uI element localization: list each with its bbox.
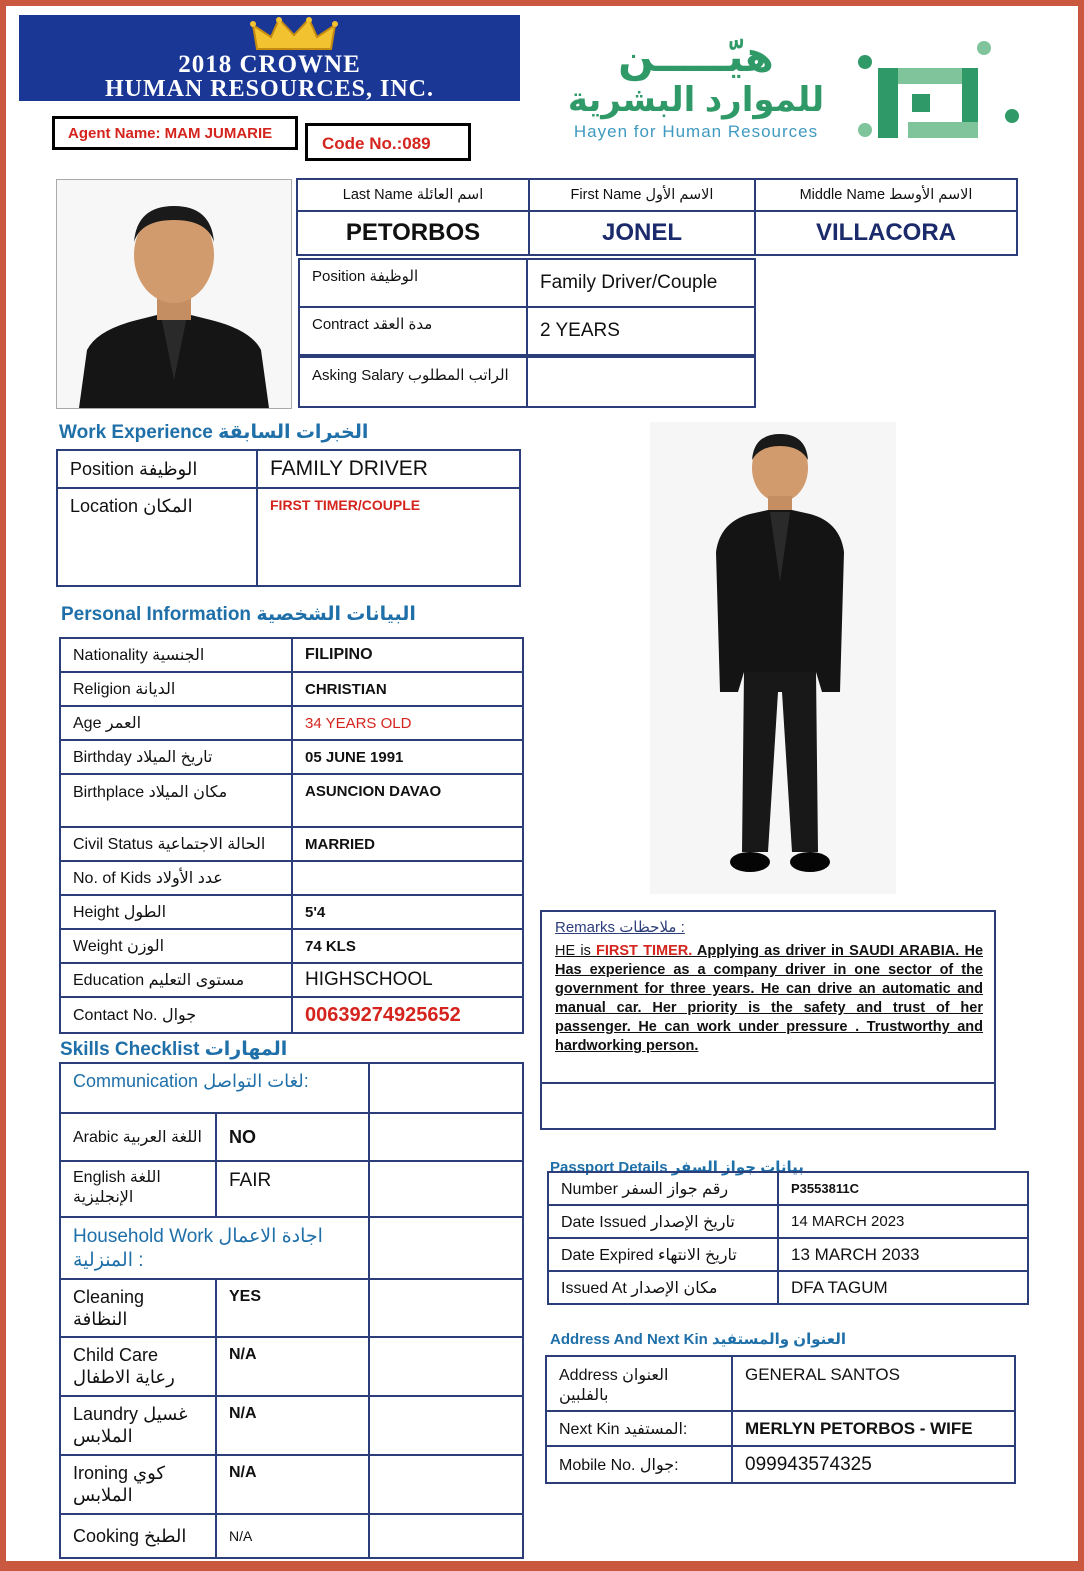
middle-name-label: Middle Name الاسم الأوسط xyxy=(755,179,1017,211)
age-value: 34 YEARS OLD xyxy=(292,706,523,740)
passport-title: Passport Details بيانات جواز السفر xyxy=(550,1159,804,1176)
birthplace-value: ASUNCION DAVAO xyxy=(292,774,523,827)
english-value: FAIR xyxy=(216,1161,369,1217)
salary-label: Asking Salary الراتب المطلوب xyxy=(299,357,527,407)
date-issued-value: 14 MARCH 2023 xyxy=(778,1205,1028,1238)
mobile-value: 099943574325 xyxy=(732,1446,1015,1483)
position-value: Family Driver/Couple xyxy=(527,259,755,307)
skills-title: Skills Checklist المهارات xyxy=(60,1039,288,1060)
education-value: HIGHSCHOOL xyxy=(292,963,523,997)
address-value: GENERAL SANTOS xyxy=(732,1356,1015,1411)
remarks-prefix: HE is xyxy=(555,943,597,959)
remarks-body: Applying as driver in SAUDI ARABIA. He Has experience as a company driver in one sector of the government for three years. He can drive an automatic and manual car. Her priority is the safety and trust of her passenger. He can work under pressure . Trustworthy and hardworking person. xyxy=(555,943,984,1054)
next-kin-label: Next Kin المستفيد: xyxy=(546,1411,732,1446)
table-row xyxy=(548,1271,1028,1304)
address-table xyxy=(545,1355,1016,1484)
passport-number-label: Number رقم جواز السفر xyxy=(548,1172,778,1205)
contract-value: 2 YEARS xyxy=(527,307,755,355)
household-label-line1: Household Work اجادة الاعمال xyxy=(73,1226,323,1247)
work-experience-table xyxy=(56,449,521,587)
hayen-logo-icon xyxy=(852,40,1020,140)
job-table xyxy=(298,258,756,356)
date-expired-label: Date Expired تاريخ الانتهاء xyxy=(548,1238,778,1271)
childcare-label-line2: رعاية الاطفال xyxy=(73,1367,175,1387)
religion-value: CHRISTIAN xyxy=(292,672,523,706)
table-row xyxy=(548,1238,1028,1271)
laundry-label-line2: الملابس xyxy=(73,1426,133,1446)
work-experience-title: Work Experience الخبرات السابقة xyxy=(59,422,369,443)
code-number: Code No.:089 xyxy=(305,123,471,161)
childcare-value: N/A xyxy=(216,1337,369,1396)
ironing-label-line1: Ironing كوي xyxy=(73,1463,166,1483)
skills-table xyxy=(59,1062,524,1559)
date-expired-value: 13 MARCH 2033 xyxy=(778,1238,1028,1271)
last-name-value: PETORBOS xyxy=(297,211,529,255)
hayen-arabic-line1: هيّـــــن xyxy=(618,33,774,80)
remarks-title: Remarks ملاحظات : xyxy=(555,919,685,936)
middle-name-value: VILLACORA xyxy=(755,211,1017,255)
contact-label: Contact No. جوال xyxy=(60,997,292,1033)
height-label: Height الطول xyxy=(60,895,292,929)
table-row xyxy=(60,963,523,997)
birthplace-label: Birthplace مكان الميلاد xyxy=(60,774,292,827)
table-row xyxy=(60,997,523,1033)
height-value: 5'4 xyxy=(292,895,523,929)
remarks-divider xyxy=(542,1082,994,1084)
english-label-line1: English اللغة xyxy=(73,1169,161,1186)
agent-name: Agent Name: MAM JUMARIE xyxy=(52,116,298,150)
crowne-logo xyxy=(19,15,520,101)
name-table xyxy=(296,178,1018,256)
english-label-line2: الإنجليزية xyxy=(73,1189,134,1206)
arabic-label: Arabic اللغة العربية xyxy=(60,1113,216,1161)
table-row xyxy=(60,774,523,827)
table-row xyxy=(60,929,523,963)
table-row xyxy=(60,740,523,774)
personal-info-table xyxy=(59,637,524,1034)
laundry-value: N/A xyxy=(216,1396,369,1455)
birthday-value: 05 JUNE 1991 xyxy=(292,740,523,774)
first-name-value: JONEL xyxy=(529,211,755,255)
cleaning-label-line2: النظافة xyxy=(73,1309,128,1329)
date-issued-label: Date Issued تاريخ الإصدار xyxy=(548,1205,778,1238)
we-location-label: Location المكان xyxy=(57,488,257,586)
hayen-arabic-line2: للموارد البشرية xyxy=(567,81,825,119)
table-row xyxy=(60,861,523,895)
table-row xyxy=(548,1205,1028,1238)
passport-table xyxy=(547,1171,1029,1305)
we-location-value: FIRST TIMER/COUPLE xyxy=(257,488,520,586)
table-row xyxy=(60,706,523,740)
ironing-value: N/A xyxy=(216,1455,369,1514)
crowne-line2: HUMAN RESOURCES, INC. xyxy=(104,76,435,102)
cleaning-value: YES xyxy=(216,1279,369,1337)
age-label: Age العمر xyxy=(60,706,292,740)
next-kin-value: MERLYN PETORBOS - WIFE xyxy=(732,1411,1015,1446)
ironing-label-line2: الملابس xyxy=(73,1485,133,1505)
kids-label: No. of Kids عدد الأولاد xyxy=(60,861,292,895)
headshot-photo xyxy=(56,179,292,409)
table-row xyxy=(60,827,523,861)
cooking-value: N/A xyxy=(216,1514,369,1558)
civil-status-value: MARRIED xyxy=(292,827,523,861)
address-label: Address العنوان بالفلبين xyxy=(546,1356,732,1411)
weight-label: Weight الوزن xyxy=(60,929,292,963)
table-row xyxy=(60,895,523,929)
birthday-label: Birthday تاريخ الميلاد xyxy=(60,740,292,774)
laundry-label xyxy=(60,1396,216,1455)
remarks-text xyxy=(555,942,983,1056)
kids-value xyxy=(292,861,523,895)
nationality-label: Nationality الجنسية xyxy=(60,638,292,672)
weight-value: 74 KLS xyxy=(292,929,523,963)
salary-value xyxy=(527,357,755,407)
salary-table xyxy=(298,356,756,408)
contract-label: Contract مدة العقد xyxy=(299,307,527,355)
we-position-value: FAMILY DRIVER xyxy=(257,450,520,488)
mobile-label: Mobile No. جوال: xyxy=(546,1446,732,1483)
ironing-label xyxy=(60,1455,216,1514)
table-row xyxy=(548,1172,1028,1205)
cooking-label: Cooking الطبخ xyxy=(60,1514,216,1558)
religion-label: Religion الديانة xyxy=(60,672,292,706)
childcare-label xyxy=(60,1337,216,1396)
crowne-line1: 2018 CROWNE xyxy=(178,51,361,78)
communication-label: Communication لغات التواصل: xyxy=(60,1063,369,1113)
arabic-value: NO xyxy=(216,1113,369,1161)
contact-value: 00639274925652 xyxy=(292,997,523,1033)
passport-number-value: P3553811C xyxy=(778,1172,1028,1205)
table-row xyxy=(60,672,523,706)
remarks-box xyxy=(540,910,996,1130)
nationality-value: FILIPINO xyxy=(292,638,523,672)
last-name-label: Last Name اسم العائلة xyxy=(297,179,529,211)
hayen-english: Hayen for Human Resources xyxy=(573,122,819,141)
cleaning-label-line1: Cleaning xyxy=(73,1287,145,1307)
position-label: Position الوظيفة xyxy=(299,259,527,307)
table-row xyxy=(60,638,523,672)
education-label: Education مستوى التعليم xyxy=(60,963,292,997)
full-body-photo xyxy=(650,422,896,894)
remarks-highlight: FIRST TIMER. xyxy=(596,943,693,959)
personal-info-title: Personal Information البيانات الشخصية xyxy=(61,604,416,625)
cleaning-label xyxy=(60,1279,216,1337)
household-label-line2: المنزلية : xyxy=(73,1250,144,1271)
english-label xyxy=(60,1161,216,1217)
issued-at-value: DFA TAGUM xyxy=(778,1271,1028,1304)
civil-status-label: Civil Status الحالة الاجتماعية xyxy=(60,827,292,861)
childcare-label-line1: Child Care xyxy=(73,1345,159,1365)
issued-at-label: Issued At مكان الإصدار xyxy=(548,1271,778,1304)
crown-icon xyxy=(249,17,339,51)
we-position-label: Position الوظيفة xyxy=(57,450,257,488)
laundry-label-line1: Laundry غسيل xyxy=(73,1404,188,1424)
address-title: Address And Next Kin العنوان والمستفيد xyxy=(550,1331,846,1348)
household-label xyxy=(60,1217,369,1279)
first-name-label: First Name الاسم الأول xyxy=(529,179,755,211)
